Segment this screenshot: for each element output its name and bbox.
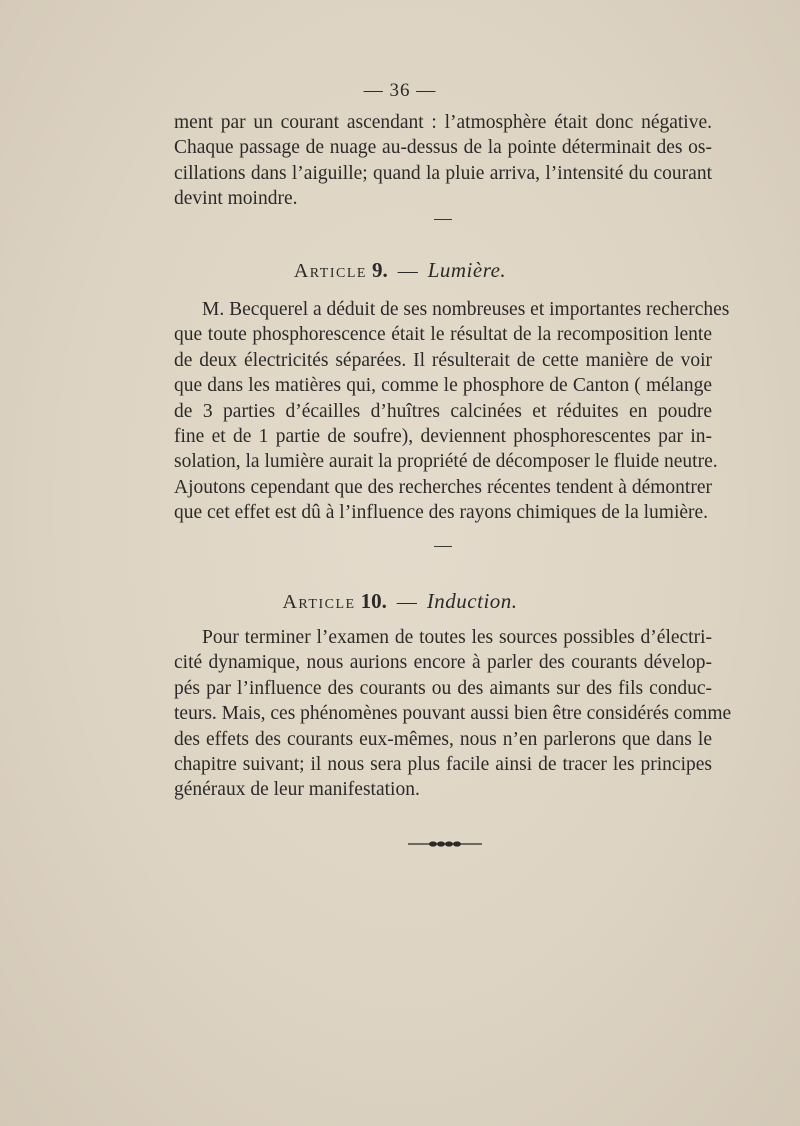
article-10-paragraph <box>174 625 732 803</box>
text-line: des effets des courants eux-mêmes, nous n’en parlerons que dans le <box>174 728 712 750</box>
article-9-paragraph <box>174 297 730 526</box>
text-line: que dans les matières qui, comme le phosphore de Canton ( mélange <box>174 375 712 397</box>
text-line: Ajoutons cependant que des recherches récentes tendent à démontrer <box>174 476 712 498</box>
article-label: Article <box>282 591 356 613</box>
article-label: Article <box>293 260 367 282</box>
text-line: M. Becquerel a déduit de ses nombreuses et importantes recherches <box>202 299 730 320</box>
text-line: Pour terminer l’examen de toutes les sources possibles d’électri- <box>202 627 712 648</box>
text-line: Chaque passage de nuage au-dessus de la pointe déterminait des os- <box>174 137 712 159</box>
article-title: Induction. <box>426 589 518 613</box>
text-line: teurs. Mais, ces phénomènes pouvant aussi bien être considérés comme <box>174 703 732 725</box>
intro-paragraph <box>174 110 712 212</box>
text-line: devint moindre. <box>174 188 298 210</box>
article-9-heading <box>0 258 800 283</box>
heading-dash: — <box>397 260 418 282</box>
text-line: cillations dans l’aiguille; quand la pluie arriva, l’intensité du courant <box>174 162 712 184</box>
section-separator <box>434 219 452 220</box>
text-line: que toute phosphorescence était le résultat de la recomposition lente <box>174 324 712 346</box>
text-line: fine et de 1 partie de soufre), deviennent phosphorescentes par in- <box>174 426 712 448</box>
article-title: Lumière. <box>427 258 507 282</box>
article-10-heading <box>0 589 800 614</box>
text-line: de deux électricités séparées. Il résulterait de cette manière de voir <box>174 349 712 371</box>
text-line: que cet effet est dû à l’influence des rayons chimiques de la lumière. <box>174 502 709 524</box>
heading-dash: — <box>396 591 417 613</box>
text-line: pés par l’influence des courants ou des aimants sur des fils conduc- <box>174 677 712 699</box>
section-separator <box>434 546 452 547</box>
text-line: solation, la lumière aurait la propriété de décomposer le fluide neutre. <box>174 451 718 473</box>
text-line: de 3 parties d’écailles d’huîtres calcinées et réduites en poudre <box>174 400 712 422</box>
article-number: 10. <box>360 589 387 613</box>
article-number: 9. <box>371 258 388 282</box>
end-ornament <box>408 838 482 850</box>
text-line: généraux de leur manifestation. <box>174 779 420 801</box>
text-line: chapitre suivant; il nous sera plus facile ainsi de tracer les principes <box>174 754 712 776</box>
text-line: cité dynamique, nous aurions encore à parler des courants dévelop- <box>174 652 712 674</box>
page-number: — 36 — <box>363 80 437 101</box>
text-line: ment par un courant ascendant : l’atmosphère était donc négative. <box>174 112 712 133</box>
